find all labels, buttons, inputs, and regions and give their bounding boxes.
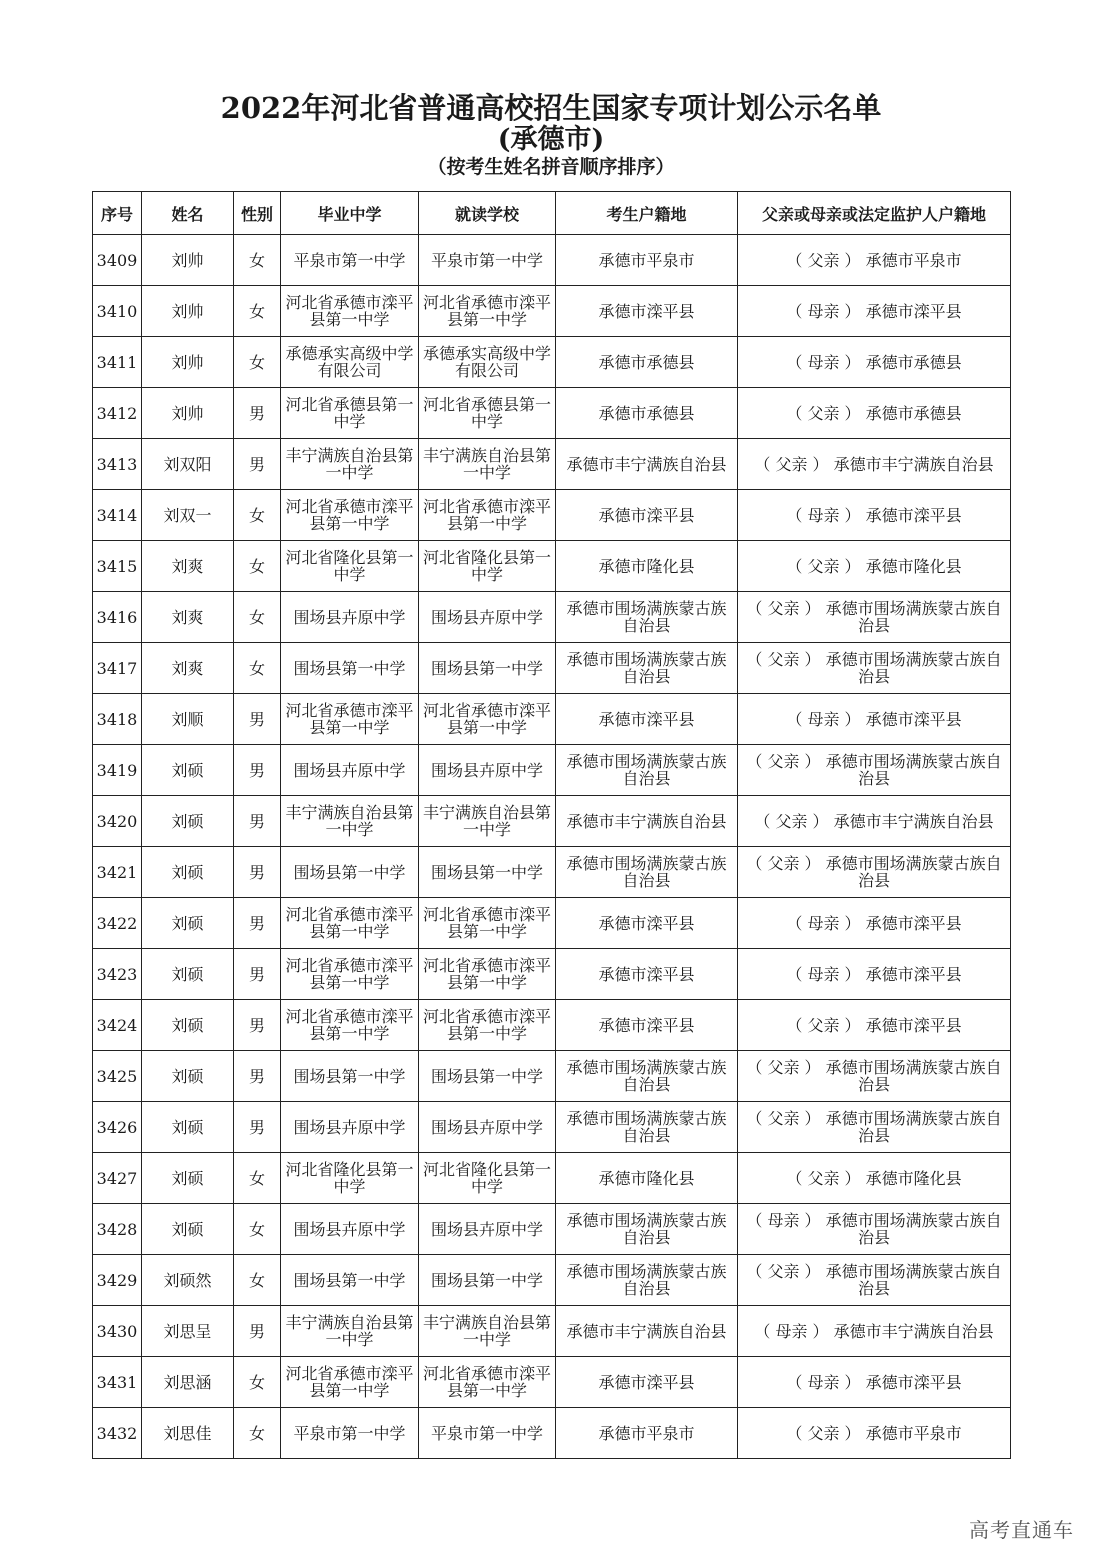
table-row [93,1306,1011,1357]
cell-graduated-school: 河北省承德市滦平县第一中学 [281,1357,419,1408]
col-header-gender: 性别 [234,192,281,235]
cell-graduated-school: 河北省承德市滦平县第一中学 [281,490,419,541]
cell-guardian-hukou: （ 父亲 ） 承德市滦平县 [738,1000,1011,1051]
cell-gender: 男 [234,1051,281,1102]
table-row [93,1102,1011,1153]
cell-current-school: 河北省承德县第一中学 [419,388,556,439]
cell-gender: 女 [234,286,281,337]
cell-gender: 女 [234,490,281,541]
cell-name: 刘思涵 [142,1357,234,1408]
cell-current-school: 丰宁满族自治县第一中学 [419,1306,556,1357]
cell-gender: 男 [234,694,281,745]
cell-current-school: 围场县卉原中学 [419,1204,556,1255]
cell-graduated-school: 河北省承德县第一中学 [281,388,419,439]
cell-hukou: 承德市丰宁满族自治县 [556,1306,738,1357]
cell-index: 3410 [93,286,142,337]
cell-guardian-hukou: （ 母亲 ） 承德市围场满族蒙古族自治县 [738,1204,1011,1255]
table-row [93,847,1011,898]
cell-current-school: 河北省隆化县第一中学 [419,541,556,592]
cell-hukou: 承德市围场满族蒙古族自治县 [556,1102,738,1153]
cell-index: 3416 [93,592,142,643]
cell-graduated-school: 围场县卉原中学 [281,745,419,796]
table-row [93,1255,1011,1306]
table-header-row [93,192,1011,235]
cell-hukou: 承德市滦平县 [556,694,738,745]
cell-hukou: 承德市滦平县 [556,490,738,541]
cell-name: 刘硕 [142,847,234,898]
cell-current-school: 丰宁满族自治县第一中学 [419,796,556,847]
cell-name: 刘爽 [142,592,234,643]
cell-current-school: 平泉市第一中学 [419,1408,556,1459]
cell-index: 3431 [93,1357,142,1408]
cell-name: 刘硕 [142,745,234,796]
cell-hukou: 承德市围场满族蒙古族自治县 [556,1204,738,1255]
cell-hukou: 承德市围场满族蒙古族自治县 [556,592,738,643]
cell-guardian-hukou: （ 父亲 ） 承德市围场满族蒙古族自治县 [738,592,1011,643]
cell-index: 3418 [93,694,142,745]
cell-gender: 女 [234,541,281,592]
cell-name: 刘顺 [142,694,234,745]
cell-graduated-school: 丰宁满族自治县第一中学 [281,439,419,490]
cell-gender: 女 [234,1204,281,1255]
cell-guardian-hukou: （ 母亲 ） 承德市承德县 [738,337,1011,388]
cell-name: 刘硕 [142,898,234,949]
cell-guardian-hukou: （ 母亲 ） 承德市滦平县 [738,1357,1011,1408]
cell-name: 刘硕 [142,1000,234,1051]
cell-current-school: 河北省隆化县第一中学 [419,1153,556,1204]
cell-name: 刘思佳 [142,1408,234,1459]
table-row [93,745,1011,796]
cell-guardian-hukou: （ 父亲 ） 承德市围场满族蒙古族自治县 [738,1255,1011,1306]
cell-name: 刘硕 [142,1153,234,1204]
cell-index: 3417 [93,643,142,694]
cell-current-school: 围场县卉原中学 [419,1102,556,1153]
cell-hukou: 承德市平泉市 [556,235,738,286]
cell-guardian-hukou: （ 父亲 ） 承德市隆化县 [738,1153,1011,1204]
cell-index: 3430 [93,1306,142,1357]
cell-graduated-school: 平泉市第一中学 [281,1408,419,1459]
cell-current-school: 围场县卉原中学 [419,745,556,796]
cell-index: 3427 [93,1153,142,1204]
cell-name: 刘硕 [142,796,234,847]
cell-index: 3424 [93,1000,142,1051]
cell-graduated-school: 丰宁满族自治县第一中学 [281,1306,419,1357]
cell-guardian-hukou: （ 父亲 ） 承德市围场满族蒙古族自治县 [738,745,1011,796]
cell-index: 3425 [93,1051,142,1102]
cell-hukou: 承德市平泉市 [556,1408,738,1459]
cell-name: 刘硕 [142,1051,234,1102]
cell-hukou: 承德市滦平县 [556,1357,738,1408]
table-row [93,1408,1011,1459]
cell-hukou: 承德市围场满族蒙古族自治县 [556,1255,738,1306]
cell-gender: 女 [234,1357,281,1408]
cell-hukou: 承德市滦平县 [556,898,738,949]
cell-gender: 女 [234,1255,281,1306]
col-header-index: 序号 [93,192,142,235]
watermark-brand: 高考直通车 [969,1518,1074,1542]
cell-graduated-school: 围场县第一中学 [281,643,419,694]
cell-graduated-school: 围场县第一中学 [281,847,419,898]
cell-guardian-hukou: （ 母亲 ） 承德市滦平县 [738,490,1011,541]
cell-gender: 男 [234,796,281,847]
cell-current-school: 围场县第一中学 [419,1051,556,1102]
col-header-current-school: 就读学校 [419,192,556,235]
cell-graduated-school: 河北省隆化县第一中学 [281,1153,419,1204]
cell-graduated-school: 河北省承德市滦平县第一中学 [281,694,419,745]
cell-index: 3420 [93,796,142,847]
cell-index: 3429 [93,1255,142,1306]
col-header-hukou: 考生户籍地 [556,192,738,235]
cell-index: 3413 [93,439,142,490]
cell-current-school: 承德承实高级中学有限公司 [419,337,556,388]
cell-guardian-hukou: （ 父亲 ） 承德市围场满族蒙古族自治县 [738,1051,1011,1102]
cell-guardian-hukou: （ 母亲 ） 承德市滦平县 [738,694,1011,745]
cell-name: 刘帅 [142,235,234,286]
cell-name: 刘硕 [142,1204,234,1255]
cell-graduated-school: 围场县卉原中学 [281,592,419,643]
cell-index: 3409 [93,235,142,286]
cell-hukou: 承德市丰宁满族自治县 [556,796,738,847]
cell-gender: 女 [234,1153,281,1204]
cell-index: 3423 [93,949,142,1000]
cell-name: 刘双一 [142,490,234,541]
cell-name: 刘帅 [142,286,234,337]
cell-hukou: 承德市围场满族蒙古族自治县 [556,643,738,694]
table-row [93,286,1011,337]
cell-hukou: 承德市承德县 [556,337,738,388]
cell-current-school: 河北省承德市滦平县第一中学 [419,1000,556,1051]
cell-current-school: 河北省承德市滦平县第一中学 [419,1357,556,1408]
table-row [93,388,1011,439]
cell-guardian-hukou: （ 父亲 ） 承德市平泉市 [738,1408,1011,1459]
cell-gender: 女 [234,337,281,388]
cell-index: 3414 [93,490,142,541]
cell-guardian-hukou: （ 父亲 ） 承德市围场满族蒙古族自治县 [738,1102,1011,1153]
table-row [93,235,1011,286]
cell-graduated-school: 围场县第一中学 [281,1255,419,1306]
cell-index: 3419 [93,745,142,796]
cell-name: 刘硕然 [142,1255,234,1306]
cell-guardian-hukou: （ 母亲 ） 承德市丰宁满族自治县 [738,1306,1011,1357]
cell-guardian-hukou: （ 母亲 ） 承德市滦平县 [738,286,1011,337]
cell-name: 刘爽 [142,643,234,694]
cell-gender: 女 [234,1408,281,1459]
cell-graduated-school: 河北省承德市滦平县第一中学 [281,949,419,1000]
cell-current-school: 河北省承德市滦平县第一中学 [419,490,556,541]
candidate-table [92,191,1011,1459]
cell-index: 3432 [93,1408,142,1459]
cell-current-school: 平泉市第一中学 [419,235,556,286]
cell-index: 3426 [93,1102,142,1153]
cell-name: 刘思呈 [142,1306,234,1357]
table-row [93,592,1011,643]
page-title: 2022年河北省普通高校招生国家专项计划公示名单 [220,91,882,125]
cell-index: 3422 [93,898,142,949]
cell-current-school: 河北省承德市滦平县第一中学 [419,286,556,337]
cell-hukou: 承德市滦平县 [556,949,738,1000]
cell-graduated-school: 承德承实高级中学有限公司 [281,337,419,388]
cell-graduated-school: 河北省承德市滦平县第一中学 [281,286,419,337]
cell-hukou: 承德市承德县 [556,388,738,439]
cell-gender: 男 [234,1102,281,1153]
cell-gender: 男 [234,439,281,490]
cell-graduated-school: 平泉市第一中学 [281,235,419,286]
col-header-graduated-school: 毕业中学 [281,192,419,235]
cell-gender: 男 [234,745,281,796]
cell-hukou: 承德市隆化县 [556,541,738,592]
table-row [93,898,1011,949]
cell-gender: 男 [234,1000,281,1051]
cell-guardian-hukou: （ 父亲 ） 承德市隆化县 [738,541,1011,592]
cell-name: 刘爽 [142,541,234,592]
cell-guardian-hukou: （ 父亲 ） 承德市围场满族蒙古族自治县 [738,643,1011,694]
cell-index: 3412 [93,388,142,439]
cell-name: 刘帅 [142,388,234,439]
cell-gender: 男 [234,1306,281,1357]
table-row [93,796,1011,847]
table-row [93,1051,1011,1102]
cell-hukou: 承德市隆化县 [556,1153,738,1204]
cell-current-school: 围场县第一中学 [419,1255,556,1306]
cell-name: 刘硕 [142,949,234,1000]
city-subtitle: (承德市) [497,124,605,155]
cell-guardian-hukou: （ 父亲 ） 承德市丰宁满族自治县 [738,796,1011,847]
cell-gender: 女 [234,235,281,286]
cell-hukou: 承德市围场满族蒙古族自治县 [556,745,738,796]
table-row [93,1000,1011,1051]
cell-name: 刘双阳 [142,439,234,490]
table-row [93,643,1011,694]
cell-gender: 男 [234,847,281,898]
table-row [93,1357,1011,1408]
table-row [93,541,1011,592]
cell-guardian-hukou: （ 父亲 ） 承德市丰宁满族自治县 [738,439,1011,490]
table-row [93,694,1011,745]
table-body [93,235,1011,1459]
cell-graduated-school: 河北省隆化县第一中学 [281,541,419,592]
cell-index: 3428 [93,1204,142,1255]
cell-gender: 男 [234,898,281,949]
table-row [93,337,1011,388]
cell-current-school: 河北省承德市滦平县第一中学 [419,694,556,745]
cell-graduated-school: 丰宁满族自治县第一中学 [281,796,419,847]
cell-current-school: 丰宁满族自治县第一中学 [419,439,556,490]
cell-graduated-school: 围场县卉原中学 [281,1204,419,1255]
cell-guardian-hukou: （ 父亲 ） 承德市围场满族蒙古族自治县 [738,847,1011,898]
cell-guardian-hukou: （ 母亲 ） 承德市滦平县 [738,898,1011,949]
table-row [93,949,1011,1000]
cell-current-school: 围场县第一中学 [419,847,556,898]
cell-graduated-school: 围场县卉原中学 [281,1102,419,1153]
cell-name: 刘硕 [142,1102,234,1153]
col-header-guardian-hukou: 父亲或母亲或法定监护人户籍地 [738,192,1011,235]
cell-hukou: 承德市围场满族蒙古族自治县 [556,847,738,898]
cell-gender: 男 [234,388,281,439]
cell-gender: 女 [234,592,281,643]
cell-hukou: 承德市围场满族蒙古族自治县 [556,1051,738,1102]
cell-guardian-hukou: （ 母亲 ） 承德市滦平县 [738,949,1011,1000]
cell-index: 3421 [93,847,142,898]
table-row [93,439,1011,490]
cell-guardian-hukou: （ 父亲 ） 承德市承德县 [738,388,1011,439]
cell-current-school: 河北省承德市滦平县第一中学 [419,949,556,1000]
cell-hukou: 承德市丰宁满族自治县 [556,439,738,490]
table-row [93,1204,1011,1255]
sort-note: （按考生姓名拼音顺序排序） [427,156,675,178]
cell-hukou: 承德市滦平县 [556,1000,738,1051]
cell-gender: 女 [234,643,281,694]
table-row [93,1153,1011,1204]
cell-gender: 男 [234,949,281,1000]
cell-current-school: 围场县卉原中学 [419,592,556,643]
cell-current-school: 河北省承德市滦平县第一中学 [419,898,556,949]
cell-hukou: 承德市滦平县 [556,286,738,337]
cell-index: 3411 [93,337,142,388]
col-header-name: 姓名 [142,192,234,235]
cell-guardian-hukou: （ 父亲 ） 承德市平泉市 [738,235,1011,286]
cell-graduated-school: 河北省承德市滦平县第一中学 [281,1000,419,1051]
cell-graduated-school: 河北省承德市滦平县第一中学 [281,898,419,949]
cell-current-school: 围场县第一中学 [419,643,556,694]
cell-index: 3415 [93,541,142,592]
cell-graduated-school: 围场县第一中学 [281,1051,419,1102]
cell-name: 刘帅 [142,337,234,388]
table-row [93,490,1011,541]
